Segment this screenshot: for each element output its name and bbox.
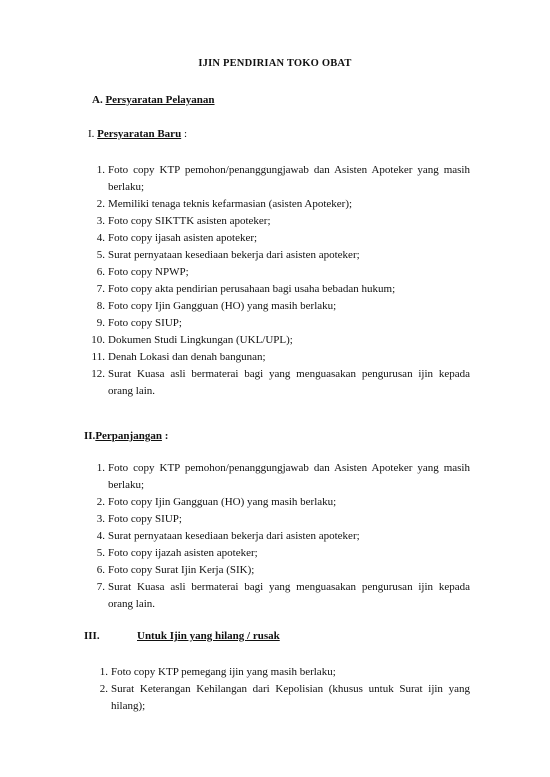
section-3-heading — [84, 630, 280, 642]
list-item — [87, 349, 470, 366]
list-item-number: 10. — [91, 334, 105, 346]
requirements-lost-list — [90, 664, 470, 715]
list-item — [87, 562, 470, 579]
document-title: IJIN PENDIRIAN TOKO OBAT — [198, 58, 352, 69]
list-item-text: Foto copy SIKTTK asisten apoteker; — [108, 215, 271, 227]
list-item-text: Surat pernyataan kesediaan bekerja dari asisten apoteker; — [108, 249, 360, 261]
list-item-number: 6. — [96, 564, 105, 576]
list-item — [90, 664, 470, 681]
list-item — [87, 281, 470, 298]
list-item-text: Surat Kuasa asli bermaterai bagi yang menguasakan pengurusan ijin kepada orang lain. — [108, 368, 470, 397]
section-1-label: Persyaratan Baru — [97, 128, 182, 140]
list-item-text: Dokumen Studi Lingkungan (UKL/UPL); — [108, 334, 293, 346]
list-item — [90, 681, 470, 715]
section-a-label: Persyaratan Pelayanan — [105, 94, 215, 106]
list-item-text: Foto copy SIUP; — [108, 317, 182, 329]
section-1-suffix: : — [181, 128, 187, 140]
list-item-text: Foto copy Ijin Gangguan (HO) yang masih berlaku; — [108, 300, 337, 312]
list-item-number: 4. — [96, 232, 105, 244]
list-item — [87, 332, 470, 349]
list-item-number: 5. — [96, 249, 105, 261]
list-item-number: 1. — [96, 462, 105, 474]
list-item-text: Denah Lokasi dan denah bangunan; — [108, 351, 266, 363]
section-a-number: A. — [92, 94, 103, 106]
list-item — [87, 579, 470, 613]
list-item — [87, 460, 470, 494]
list-item-text: Surat Kuasa asli bermaterai bagi yang menguasakan pengurusan ijin kepada orang lain. — [108, 581, 470, 610]
list-item-text: Foto copy ijazah asisten apoteker; — [108, 547, 258, 559]
list-item — [87, 366, 470, 400]
list-item-number: 7. — [96, 283, 105, 295]
list-item-number: 9. — [96, 317, 105, 329]
list-item-number: 11. — [91, 351, 105, 363]
list-item-number: 7. — [96, 581, 105, 593]
list-item-text: Foto copy Surat Ijin Kerja (SIK); — [108, 564, 255, 576]
list-item-text: Memiliki tenaga teknis kefarmasian (asisten Apoteker); — [108, 198, 353, 210]
list-item-number: 1. — [96, 164, 105, 176]
list-item-number: 2. — [96, 198, 105, 210]
list-item-number: 8. — [96, 300, 105, 312]
list-item-number: 3. — [96, 513, 105, 525]
section-3-label: Untuk Ijin yang hilang / rusak — [137, 630, 280, 642]
requirements-new-list — [87, 162, 470, 400]
list-item-text: Foto copy NPWP; — [108, 266, 189, 278]
section-1-number: I. — [88, 128, 95, 140]
section-3-number: III. — [84, 630, 100, 642]
list-item — [87, 162, 470, 196]
list-item-text: Foto copy ijasah asisten apoteker; — [108, 232, 258, 244]
list-item — [87, 528, 470, 545]
list-item-number: 12. — [91, 368, 105, 380]
list-item-number: 4. — [96, 530, 105, 542]
section-2-label: Perpanjangan — [95, 430, 162, 442]
list-item — [87, 247, 470, 264]
list-item — [87, 545, 470, 562]
list-item-text: Foto copy Ijin Gangguan (HO) yang masih berlaku; — [108, 496, 337, 508]
list-item-text: Foto copy KTP pemohon/penanggungjawab dan Asisten Apoteker yang masih berlaku; — [108, 462, 470, 491]
list-item-number: 6. — [96, 266, 105, 278]
list-item — [87, 264, 470, 281]
list-item-text: Foto copy SIUP; — [108, 513, 182, 525]
list-item-number: 5. — [96, 547, 105, 559]
list-item — [87, 213, 470, 230]
list-item-text: Surat pernyataan kesediaan bekerja dari asisten apoteker; — [108, 530, 360, 542]
list-item-number: 1. — [99, 666, 108, 678]
list-item — [87, 196, 470, 213]
section-a-heading — [92, 94, 215, 106]
list-item — [87, 298, 470, 315]
requirements-renewal-list — [87, 460, 470, 613]
list-item-text: Surat Keterangan Kehilangan dari Kepolisian (khusus untuk Surat ijin yang hilang); — [111, 683, 470, 712]
list-item — [87, 315, 470, 332]
section-2-heading — [84, 430, 168, 442]
list-item-text: Foto copy KTP pemohon/penanggungjawab dan Asisten Apoteker yang masih berlaku; — [108, 164, 470, 193]
list-item-number: 2. — [96, 496, 105, 508]
section-1-heading — [88, 128, 187, 140]
list-item — [87, 230, 470, 247]
list-item-text: Foto copy KTP pemegang ijin yang masih berlaku; — [111, 666, 336, 678]
list-item-number: 2. — [99, 683, 108, 695]
section-2-number: II. — [84, 430, 96, 442]
list-item-number: 3. — [96, 215, 105, 227]
section-2-suffix: : — [161, 430, 169, 442]
list-item — [87, 494, 470, 511]
list-item — [87, 511, 470, 528]
list-item-text: Foto copy akta pendirian perusahaan bagi usaha bebadan hukum; — [108, 283, 396, 295]
